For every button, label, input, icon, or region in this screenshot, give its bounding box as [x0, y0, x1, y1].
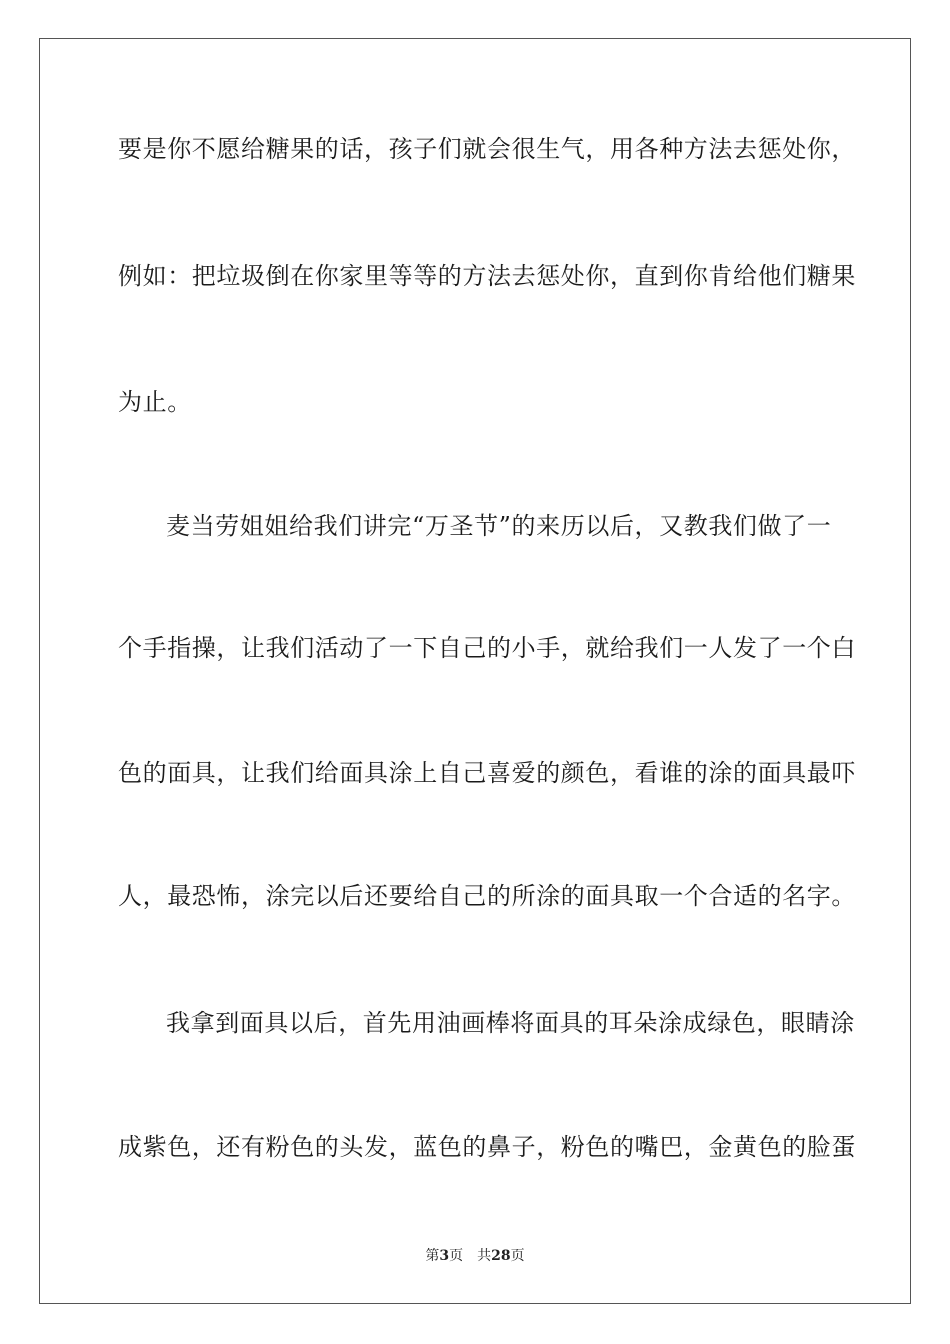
page-footer — [0, 1246, 950, 1266]
page-border — [39, 38, 911, 1304]
paragraph-start-line: 我拿到面具以后，首先用油画棒将面具的耳朵涂成绿色，眼睛涂 — [166, 1009, 855, 1037]
total-prefix: 共 — [477, 1248, 492, 1264]
total-pages: 28 — [491, 1248, 511, 1264]
total-suffix: 页 — [510, 1248, 525, 1264]
text-line: 色的面具，让我们给面具涂上自己喜爱的颜色，看谁的涂的面具最吓 — [118, 759, 856, 787]
text-line: 例如：把垃圾倒在你家里等等的方法去惩处你，直到你肯给他们糖果 — [118, 262, 856, 290]
page-suffix: 页 — [449, 1248, 464, 1264]
text-line: 为止。 — [118, 388, 192, 416]
paragraph-start-line: 麦当劳姐姐给我们讲完“万圣节”的来历以后，又教我们做了一 — [166, 512, 832, 540]
page-prefix: 第 — [425, 1248, 440, 1264]
page-number: 3 — [439, 1248, 450, 1264]
text-line: 成紫色，还有粉色的头发，蓝色的鼻子，粉色的嘴巴，金黄色的脸蛋 — [118, 1133, 856, 1161]
text-line: 要是你不愿给糖果的话，孩子们就会很生气，用各种方法去惩处你， — [118, 135, 856, 163]
text-line: 个手指操，让我们活动了一下自己的小手，就给我们一人发了一个白 — [118, 634, 856, 662]
text-line: 人，最恐怖，涂完以后还要给自己的所涂的面具取一个合适的名字。 — [118, 882, 856, 910]
